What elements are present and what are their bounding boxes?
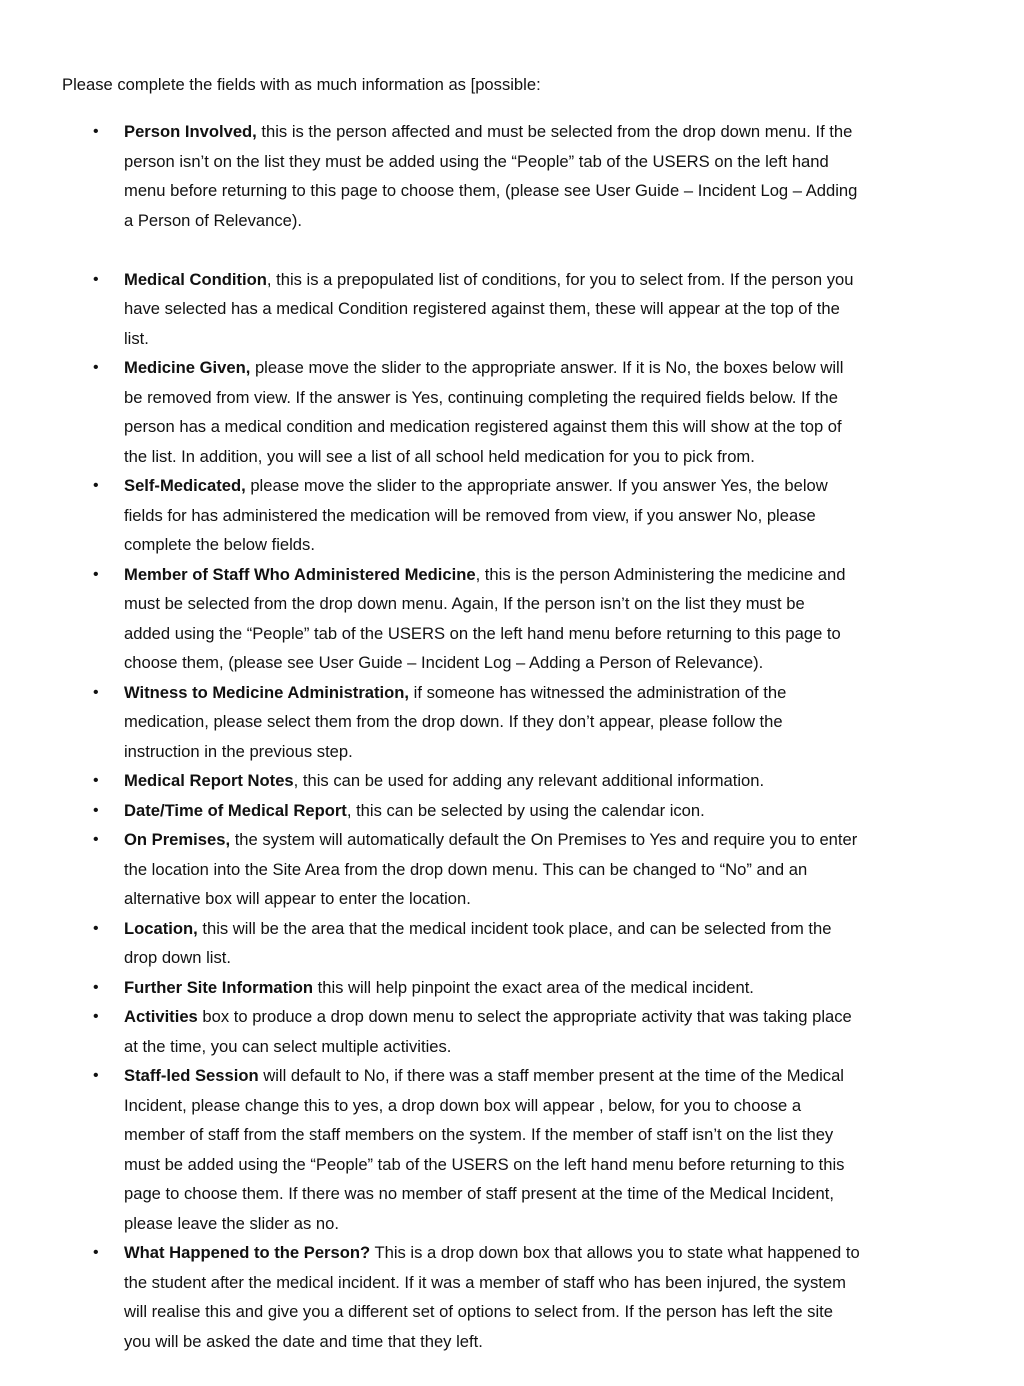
bullet-icon: • [93,1008,99,1025]
text-line [124,1032,1024,1062]
bullet-icon: • [93,801,99,819]
text-line [124,383,1024,413]
text-line [124,1209,1024,1239]
text-line [124,589,1024,619]
list-item [0,973,1024,1003]
list-item [0,766,1024,796]
text-line [124,412,1024,442]
bullet-icon: • [93,477,99,494]
text-line [124,501,1024,531]
text-line [124,766,1024,796]
item-heading: Location, [124,918,198,938]
item-heading: Further Site Information [124,977,313,997]
bullet-icon: • [93,919,99,937]
item-text: person has a medical condition and medication registered against them this will show at the top of [124,417,842,436]
text-line [124,884,1024,914]
text-line [124,176,1024,206]
item-text: , this is a prepopulated list of conditions, for you to select from. If the person you [266,269,854,289]
bullet-icon: • [93,831,99,848]
item-text: , this is the person Administering the medicine and [475,564,846,584]
item-text: this is the person affected and must be selected from the drop down menu. If the [256,122,853,141]
text-line [124,294,1024,324]
text-line [124,265,1024,295]
item-text: this will be the area that the medical incident took place, and can be selected from the [197,918,832,938]
text-line [124,353,1024,383]
item-heading: Member of Staff Who Administered Medicine [124,564,476,584]
item-heading: Staff-led Session [124,1066,259,1085]
text-line [124,796,1024,826]
item-heading: Medicine Given, [124,358,251,377]
item-text: please leave the slider as no. [124,1213,339,1233]
bullet-icon: • [93,270,99,288]
item-text: the list. In addition, you will see a list of all school held medication for you to pick from. [124,446,755,466]
list-item [0,117,1024,235]
text-line [124,1297,1024,1327]
text-line [124,147,1024,177]
text-line [124,1238,1024,1268]
text-line [124,648,1024,678]
text-line [124,1327,1024,1357]
bullet-icon: • [93,683,99,701]
item-text: person isn’t on the list they must be added using the “People” tab of the USERS on the left hand [124,151,829,171]
item-heading: What Happened to the Person? [124,1243,371,1262]
list-item [0,678,1024,767]
item-heading: Person Involved, [124,122,257,141]
item-text: if someone has witnessed the administration of the [409,682,787,702]
list-item [0,560,1024,678]
text-line [124,914,1024,944]
text-line [124,324,1024,354]
item-text: the student after the medical incident. If it was a member of staff who has been injured, the system [124,1272,846,1292]
item-text: This is a drop down box that allows you to state what happened to [370,1243,860,1262]
text-line [124,1091,1024,1121]
item-text: at the time, you can select multiple activities. [124,1036,452,1056]
text-line [124,530,1024,560]
text-line [124,560,1024,590]
bullet-icon: • [93,123,99,140]
item-text: choose them, (please see User Guide – Incident Log – Adding a Person of Relevance). [124,653,764,672]
item-text: will realise this and give you a different set of options to select from. If the person has left the site [124,1302,833,1321]
text-line [124,1150,1024,1180]
item-text: drop down list. [124,948,231,967]
text-line [124,973,1024,1003]
bullet-icon: • [93,978,99,996]
item-text: list. [124,328,149,348]
text-line [124,825,1024,855]
bullet-icon: • [93,359,99,376]
list-item [0,1238,1024,1356]
text-line [124,737,1024,767]
item-text: have selected has a medical Condition registered against them, these will appear at the top of the [124,299,840,318]
item-text: instruction in the previous step. [124,741,353,761]
item-text: will default to No, if there was a staff member present at the time of the Medical [258,1066,844,1085]
intro-text: Please complete the fields with as much information as [possible: [62,75,541,94]
list-item [0,796,1024,826]
item-text: the system will automatically default the On Premises to Yes and require you to enter [230,830,858,849]
text-line [124,943,1024,973]
item-text: alternative box will appear to enter the location. [124,889,471,908]
bullet-icon: • [93,772,99,789]
item-heading: On Premises, [124,830,231,849]
text-line [124,117,1024,147]
text-line [124,707,1024,737]
bullet-icon: • [93,565,99,583]
item-text: fields for has administered the medication will be removed from view, if you answer No, please [124,505,816,525]
text-line [124,855,1024,885]
item-text: menu before returning to this page to choose them, (please see User Guide – Incident Log – Adding [124,181,858,200]
item-text: must be added using the “People” tab of the USERS on the left hand menu before returning to this [124,1154,845,1174]
text-line [124,1120,1024,1150]
text-line [124,678,1024,708]
item-text: must be selected from the drop down menu. Again, If the person isn’t on the list they must be [124,594,805,613]
item-heading: Medical Report Notes [124,771,294,790]
list-item [0,825,1024,914]
item-heading: Activities [124,1007,198,1026]
item-text: be removed from view. If the answer is Yes, continuing completing the required fields below. If the [124,387,838,407]
text-line [124,1061,1024,1091]
text-line [124,442,1024,472]
list-item [0,1061,1024,1238]
bullet-icon: • [93,1067,99,1084]
text-line [124,1179,1024,1209]
item-text: member of staff from the staff members on the system. If the member of staff isn’t on the list they [124,1125,834,1144]
text-line [124,1002,1024,1032]
item-text: , this can be used for adding any relevant additional information. [293,771,765,790]
item-text: please move the slider to the appropriate answer. If you answer Yes, the below [245,476,828,495]
instruction-list [0,117,1024,1356]
text-line [124,471,1024,501]
item-text: , this can be selected by using the calendar icon. [346,800,705,820]
item-text: complete the below fields. [124,535,315,554]
item-heading: Date/Time of Medical Report [124,800,347,820]
item-text: Incident, please change this to yes, a drop down box will appear , below, for you to choose a [124,1095,802,1115]
item-text: this will help pinpoint the exact area of the medical incident. [313,977,754,997]
list-item [0,471,1024,560]
item-text: the location into the Site Area from the drop down menu. This can be changed to “No” and an [124,859,808,879]
item-text: you will be asked the date and time that they left. [124,1331,483,1351]
list-item [0,1002,1024,1061]
text-line [124,1268,1024,1298]
item-text: medication, please select them from the drop down. If they don’t appear, please follow the [124,712,783,731]
item-text: a Person of Relevance). [124,210,303,230]
item-text: added using the “People” tab of the USERS on the left hand menu before returning to this page to [124,623,841,643]
text-line [124,206,1024,236]
bullet-icon: • [93,1244,99,1261]
list-item [0,353,1024,471]
item-heading: Witness to Medicine Administration, [124,682,410,702]
item-heading: Self-Medicated, [124,476,246,495]
list-item [0,914,1024,973]
item-text: box to produce a drop down menu to select the appropriate activity that was taking place [197,1007,852,1026]
list-item [0,265,1024,354]
item-text: please move the slider to the appropriate answer. If it is No, the boxes below will [250,358,844,377]
item-text: page to choose them. If there was no member of staff present at the time of the Medical Incident, [124,1184,834,1203]
text-line [124,619,1024,649]
item-heading: Medical Condition [124,269,267,289]
